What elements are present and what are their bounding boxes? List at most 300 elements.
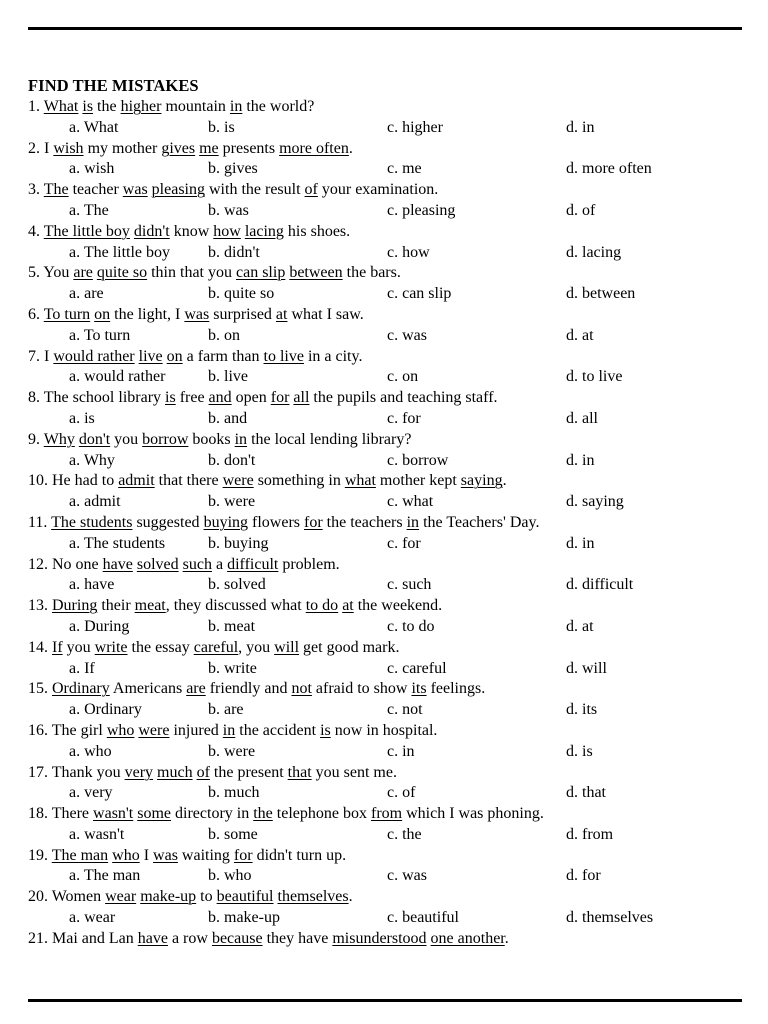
underlined-segment: from (370, 805, 403, 823)
option-a: a. wish (69, 160, 115, 178)
text-segment: the bars. (342, 264, 401, 282)
text-segment: afraid to show (311, 680, 412, 698)
option-c: c. can slip (387, 285, 452, 303)
text-segment: There (51, 805, 94, 823)
option-b: b. were (208, 493, 256, 511)
option-a: a. have (69, 576, 115, 594)
underlined-segment: some (137, 805, 172, 823)
underlined-segment: not (291, 680, 312, 698)
underlined-segment: difficult (227, 555, 279, 573)
option-a: a. admit (69, 493, 121, 511)
question-number: 1. (28, 98, 40, 115)
underlined-segment: higher (120, 98, 162, 115)
underlined-segment: would rather (53, 347, 135, 365)
question-sentence (28, 305, 742, 326)
underlined-segment: buying (203, 513, 249, 531)
option-c: c. higher (387, 118, 443, 136)
underlined-segment: in (406, 513, 420, 531)
text-segment: get good mark. (299, 638, 400, 656)
option-b: b. meat (208, 617, 256, 635)
option-a: a. During (69, 617, 130, 635)
question-sentence (28, 430, 742, 451)
text-segment: Mai and Lan (52, 929, 138, 947)
question-sentence (28, 222, 742, 243)
text-segment: know (169, 222, 214, 240)
underlined-segment: the (253, 805, 273, 823)
underlined-segment: make-up (140, 888, 197, 906)
option-d: d. saying (566, 493, 624, 511)
option-d: d. its (566, 701, 598, 719)
question-number: 8. (28, 389, 40, 407)
underlined-segment: live (138, 347, 163, 365)
text-segment: the present (209, 763, 288, 781)
option-a: a. who (69, 742, 112, 760)
option-c: c. beautiful (387, 909, 459, 927)
underlined-segment: have (137, 929, 168, 947)
underlined-segment: was (153, 846, 178, 864)
underlined-segment: in (229, 98, 243, 115)
option-a: a. wasn't (69, 825, 125, 843)
option-d: d. between (566, 285, 636, 303)
text-segment: waiting (177, 846, 234, 864)
underlined-segment: me (199, 139, 219, 157)
underlined-segment: one another (430, 929, 505, 947)
text-segment: the essay (127, 638, 194, 656)
option-a: a. is (69, 409, 95, 427)
answer-options (28, 575, 742, 596)
underlined-segment: meat (134, 597, 166, 615)
option-a: a. would rather (69, 368, 166, 386)
option-b: b. buying (208, 534, 269, 552)
question-sentence (28, 596, 742, 617)
question-sentence (28, 513, 742, 534)
option-d: d. will (566, 659, 607, 677)
text-segment: Thank you (51, 763, 125, 781)
underlined-segment: was (184, 305, 210, 323)
question-number: 7. (28, 347, 40, 365)
text-segment: . (348, 888, 353, 906)
question-sentence (28, 388, 742, 409)
question-number: 13. (28, 597, 48, 615)
text-segment: the local lending library? (247, 430, 412, 448)
text-segment: I (139, 846, 154, 864)
question-number: 14. (28, 638, 48, 656)
text-segment: you (62, 638, 95, 656)
option-d: d. themselves (566, 909, 654, 927)
underlined-segment: on (94, 305, 111, 323)
option-d: d. that (566, 784, 606, 802)
underlined-segment: wasn't (93, 805, 134, 823)
option-c: c. for (387, 409, 421, 427)
question-number: 3. (28, 181, 40, 199)
text-segment: . (502, 472, 507, 490)
option-a: a. The man (69, 867, 141, 885)
question-number: 6. (28, 305, 40, 323)
text-segment: thin that you (147, 264, 236, 282)
answer-options (28, 659, 742, 680)
underlined-segment: wear (105, 888, 137, 906)
option-b: b. live (208, 368, 248, 386)
question-sentence (28, 263, 742, 284)
text-segment: the light, I (110, 305, 185, 323)
question-list (28, 97, 742, 950)
underlined-segment: at (275, 305, 288, 323)
text-segment: I (44, 347, 54, 365)
text-segment: their (97, 597, 135, 615)
option-d: d. lacing (566, 243, 622, 261)
answer-options (28, 118, 742, 139)
option-b: b. didn't (208, 243, 260, 261)
option-c: c. of (387, 784, 416, 802)
text-segment: . (348, 139, 353, 157)
option-d: d. for (566, 867, 601, 885)
worksheet (28, 75, 742, 950)
option-a: a. wear (69, 909, 116, 927)
option-b: b. and (208, 409, 248, 427)
option-d: d. of (566, 201, 596, 219)
option-c: c. was (387, 326, 427, 344)
option-b: b. don't (208, 451, 256, 469)
option-a: a. What (69, 118, 119, 136)
underlined-segment: were (222, 472, 254, 490)
option-c: c. to do (387, 617, 435, 635)
question-sentence (28, 97, 742, 118)
underlined-segment: to do (305, 597, 339, 615)
question-sentence (28, 763, 742, 784)
option-d: d. in (566, 451, 595, 469)
text-segment: surprised (209, 305, 276, 323)
underlined-segment: can slip (236, 264, 286, 282)
text-segment: didn't turn up. (252, 846, 347, 864)
question-sentence (28, 887, 742, 908)
answer-options (28, 700, 742, 721)
text-segment: in a city. (303, 347, 363, 365)
option-d: d. in (566, 534, 595, 552)
text-segment: problem. (278, 555, 340, 573)
underlined-segment: was (122, 181, 148, 199)
text-segment: what I saw. (287, 305, 364, 323)
underlined-segment: Ordinary (52, 680, 110, 698)
underlined-segment: What (43, 98, 79, 115)
underlined-segment: The little boy (43, 222, 130, 240)
option-c: c. how (387, 243, 430, 261)
underlined-segment: borrow (142, 430, 189, 448)
text-segment: you (110, 430, 143, 448)
option-a: a. To turn (69, 326, 131, 344)
underlined-segment: admit (118, 472, 155, 490)
question-sentence (28, 679, 742, 700)
underlined-segment: themselves (277, 888, 349, 906)
option-d: d. at (566, 617, 594, 635)
option-a: a. Why (69, 451, 115, 469)
underlined-segment: such (182, 555, 212, 573)
option-c: c. pleasing (387, 201, 456, 219)
answer-options (28, 617, 742, 638)
text-segment: I (44, 139, 54, 157)
question-number: 11. (28, 513, 48, 531)
option-c: c. was (387, 867, 427, 885)
text-segment: He had to (52, 472, 119, 490)
underlined-segment: for (270, 389, 290, 407)
option-b: b. much (208, 784, 260, 802)
underlined-segment: saying (460, 472, 503, 490)
underlined-segment: is (165, 389, 176, 407)
text-segment: No one (52, 555, 103, 573)
question-sentence (28, 471, 742, 492)
underlined-segment: very (124, 763, 154, 781)
text-segment: . (504, 929, 509, 947)
option-c: c. on (387, 368, 419, 386)
option-d: d. difficult (566, 576, 634, 594)
top-rule (28, 27, 742, 30)
bottom-rule (28, 999, 742, 1002)
text-segment: The school library (43, 389, 166, 407)
underlined-segment: During (52, 597, 98, 615)
text-segment: the (93, 98, 121, 115)
question-sentence (28, 180, 742, 201)
underlined-segment: because (211, 929, 263, 947)
underlined-segment: gives (161, 139, 196, 157)
question-sentence (28, 347, 742, 368)
option-b: b. solved (208, 576, 266, 594)
underlined-segment: is (82, 98, 94, 115)
text-segment: to (196, 888, 217, 906)
underlined-segment: more often (279, 139, 349, 157)
underlined-segment: are (186, 680, 206, 698)
underlined-segment: Why (43, 430, 75, 448)
answer-options (28, 742, 742, 763)
text-segment: Americans (109, 680, 187, 698)
answer-options (28, 159, 742, 180)
option-d: d. in (566, 118, 595, 136)
answer-options (28, 326, 742, 347)
text-segment: a farm than (182, 347, 264, 365)
underlined-segment: for (304, 513, 323, 531)
option-c: c. me (387, 160, 422, 178)
answer-options (28, 866, 742, 887)
option-a: a. The little boy (69, 243, 171, 261)
question-sentence (28, 804, 742, 825)
option-a: a. The (69, 201, 109, 219)
text-segment: suggested (132, 513, 204, 531)
underlined-segment: between (289, 264, 343, 282)
question-number: 21. (28, 929, 48, 947)
text-segment: now in hospital. (330, 721, 438, 739)
question-number: 10. (28, 472, 48, 490)
underlined-segment: pleasing (151, 181, 205, 199)
underlined-segment: were (138, 721, 170, 739)
option-a: a. The students (69, 534, 166, 552)
answer-options (28, 409, 742, 430)
underlined-segment: wish (53, 139, 84, 157)
option-a: a. are (69, 285, 104, 303)
option-b: b. were (208, 742, 256, 760)
option-c: c. not (387, 701, 423, 719)
option-c: c. the (387, 825, 422, 843)
text-segment: injured (169, 721, 223, 739)
underlined-segment: what (344, 472, 376, 490)
text-segment: mountain (161, 98, 230, 115)
text-segment: teacher (68, 181, 123, 199)
underlined-segment: who (106, 721, 135, 739)
answer-options (28, 243, 742, 264)
text-segment: your examination. (317, 181, 439, 199)
answer-options (28, 451, 742, 472)
text-segment: , you (238, 638, 275, 656)
option-d: d. all (566, 409, 598, 427)
option-d: d. from (566, 825, 614, 843)
worksheet-title: FIND THE MISTAKES (28, 76, 199, 95)
underlined-segment: at (342, 597, 354, 615)
underlined-segment: for (233, 846, 253, 864)
underlined-segment: The man (51, 846, 109, 864)
underlined-segment: how (213, 222, 241, 240)
question-number: 9. (28, 430, 40, 448)
option-d: d. more often (566, 160, 652, 178)
text-segment: open (231, 389, 271, 407)
underlined-segment: If (52, 638, 63, 656)
text-segment: they have (262, 929, 333, 947)
underlined-segment: didn't (133, 222, 170, 240)
text-segment: free (175, 389, 209, 407)
underlined-segment: much (157, 763, 193, 781)
underlined-segment: are (73, 264, 93, 282)
option-d: d. is (566, 742, 593, 760)
option-c: c. careful (387, 659, 447, 677)
text-segment: the accident (235, 721, 321, 739)
text-segment: which I was phoning. (402, 805, 544, 823)
underlined-segment: its (411, 680, 427, 698)
answer-options (28, 284, 742, 305)
option-b: b. on (208, 326, 240, 344)
underlined-segment: have (102, 555, 133, 573)
underlined-segment: write (94, 638, 128, 656)
question-sentence (28, 846, 742, 867)
underlined-segment: careful (193, 638, 239, 656)
text-segment: flowers (248, 513, 304, 531)
underlined-segment: to live (263, 347, 304, 365)
option-b: b. are (208, 701, 244, 719)
question-number: 19. (28, 846, 48, 864)
underlined-segment: lacing (244, 222, 284, 240)
question-sentence (28, 929, 742, 950)
underlined-segment: don't (78, 430, 111, 448)
text-segment: friendly and (205, 680, 292, 698)
underlined-segment: quite so (96, 264, 148, 282)
underlined-segment: To turn (43, 305, 91, 323)
underlined-segment: will (274, 638, 300, 656)
text-segment: my mother (83, 139, 162, 157)
underlined-segment: of (196, 763, 210, 781)
text-segment: the world? (242, 98, 315, 115)
option-c: c. what (387, 493, 434, 511)
underlined-segment: of (304, 181, 318, 199)
text-segment: that there (154, 472, 223, 490)
option-d: d. at (566, 326, 594, 344)
text-segment: with the result (205, 181, 305, 199)
underlined-segment: in (222, 721, 236, 739)
text-segment: mother kept (375, 472, 461, 490)
option-b: b. who (208, 867, 252, 885)
underlined-segment: in (234, 430, 248, 448)
underlined-segment: The students (51, 513, 133, 531)
text-segment: you sent me. (311, 763, 397, 781)
question-number: 20. (28, 888, 48, 906)
text-segment: , they discussed what (165, 597, 306, 615)
answer-options (28, 492, 742, 513)
option-c: c. in (387, 742, 415, 760)
option-b: b. make-up (208, 909, 280, 927)
text-segment: You (43, 264, 74, 282)
text-segment: the Teachers' Day. (419, 513, 540, 531)
option-b: b. gives (208, 160, 258, 178)
text-segment: telephone box (272, 805, 371, 823)
text-segment: his shoes. (283, 222, 351, 240)
underlined-segment: that (287, 763, 312, 781)
underlined-segment: is (320, 721, 331, 739)
text-segment: presents (218, 139, 280, 157)
option-a: a. If (69, 659, 95, 677)
text-segment: the pupils and teaching staff. (309, 389, 498, 407)
answer-options (28, 534, 742, 555)
text-segment: the weekend. (353, 597, 443, 615)
text-segment: the teachers (322, 513, 407, 531)
text-segment: a row (167, 929, 212, 947)
text-segment: a (211, 555, 228, 573)
question-number: 2. (28, 139, 40, 157)
option-b: b. is (208, 118, 235, 136)
underlined-segment: beautiful (216, 888, 274, 906)
question-sentence (28, 721, 742, 742)
question-sentence (28, 139, 742, 160)
option-c: c. borrow (387, 451, 449, 469)
underlined-segment: solved (136, 555, 179, 573)
option-b: b. write (208, 659, 257, 677)
question-number: 12. (28, 555, 48, 573)
underlined-segment: and (208, 389, 232, 407)
text-segment: The girl (51, 721, 107, 739)
answer-options (28, 825, 742, 846)
underlined-segment: all (293, 389, 310, 407)
option-a: a. Ordinary (69, 701, 142, 719)
question-number: 15. (28, 680, 48, 698)
option-b: b. was (208, 201, 249, 219)
answer-options (28, 201, 742, 222)
answer-options (28, 367, 742, 388)
text-segment: directory in (171, 805, 254, 823)
answer-options (28, 908, 742, 929)
text-segment: feelings. (426, 680, 486, 698)
text-segment: Women (51, 888, 106, 906)
question-number: 5. (28, 264, 40, 282)
text-segment: books (188, 430, 235, 448)
answer-options (28, 783, 742, 804)
option-d: d. to live (566, 368, 623, 386)
option-c: c. for (387, 534, 421, 552)
option-b: b. some (208, 825, 258, 843)
option-a: a. very (69, 784, 113, 802)
question-number: 16. (28, 721, 48, 739)
underlined-segment: who (112, 846, 140, 864)
question-sentence (28, 638, 742, 659)
question-number: 18. (28, 805, 48, 823)
underlined-segment: The (43, 181, 69, 199)
underlined-segment: misunderstood (332, 929, 427, 947)
question-sentence (28, 555, 742, 576)
option-b: b. quite so (208, 285, 275, 303)
text-segment: something in (253, 472, 345, 490)
option-c: c. such (387, 576, 432, 594)
